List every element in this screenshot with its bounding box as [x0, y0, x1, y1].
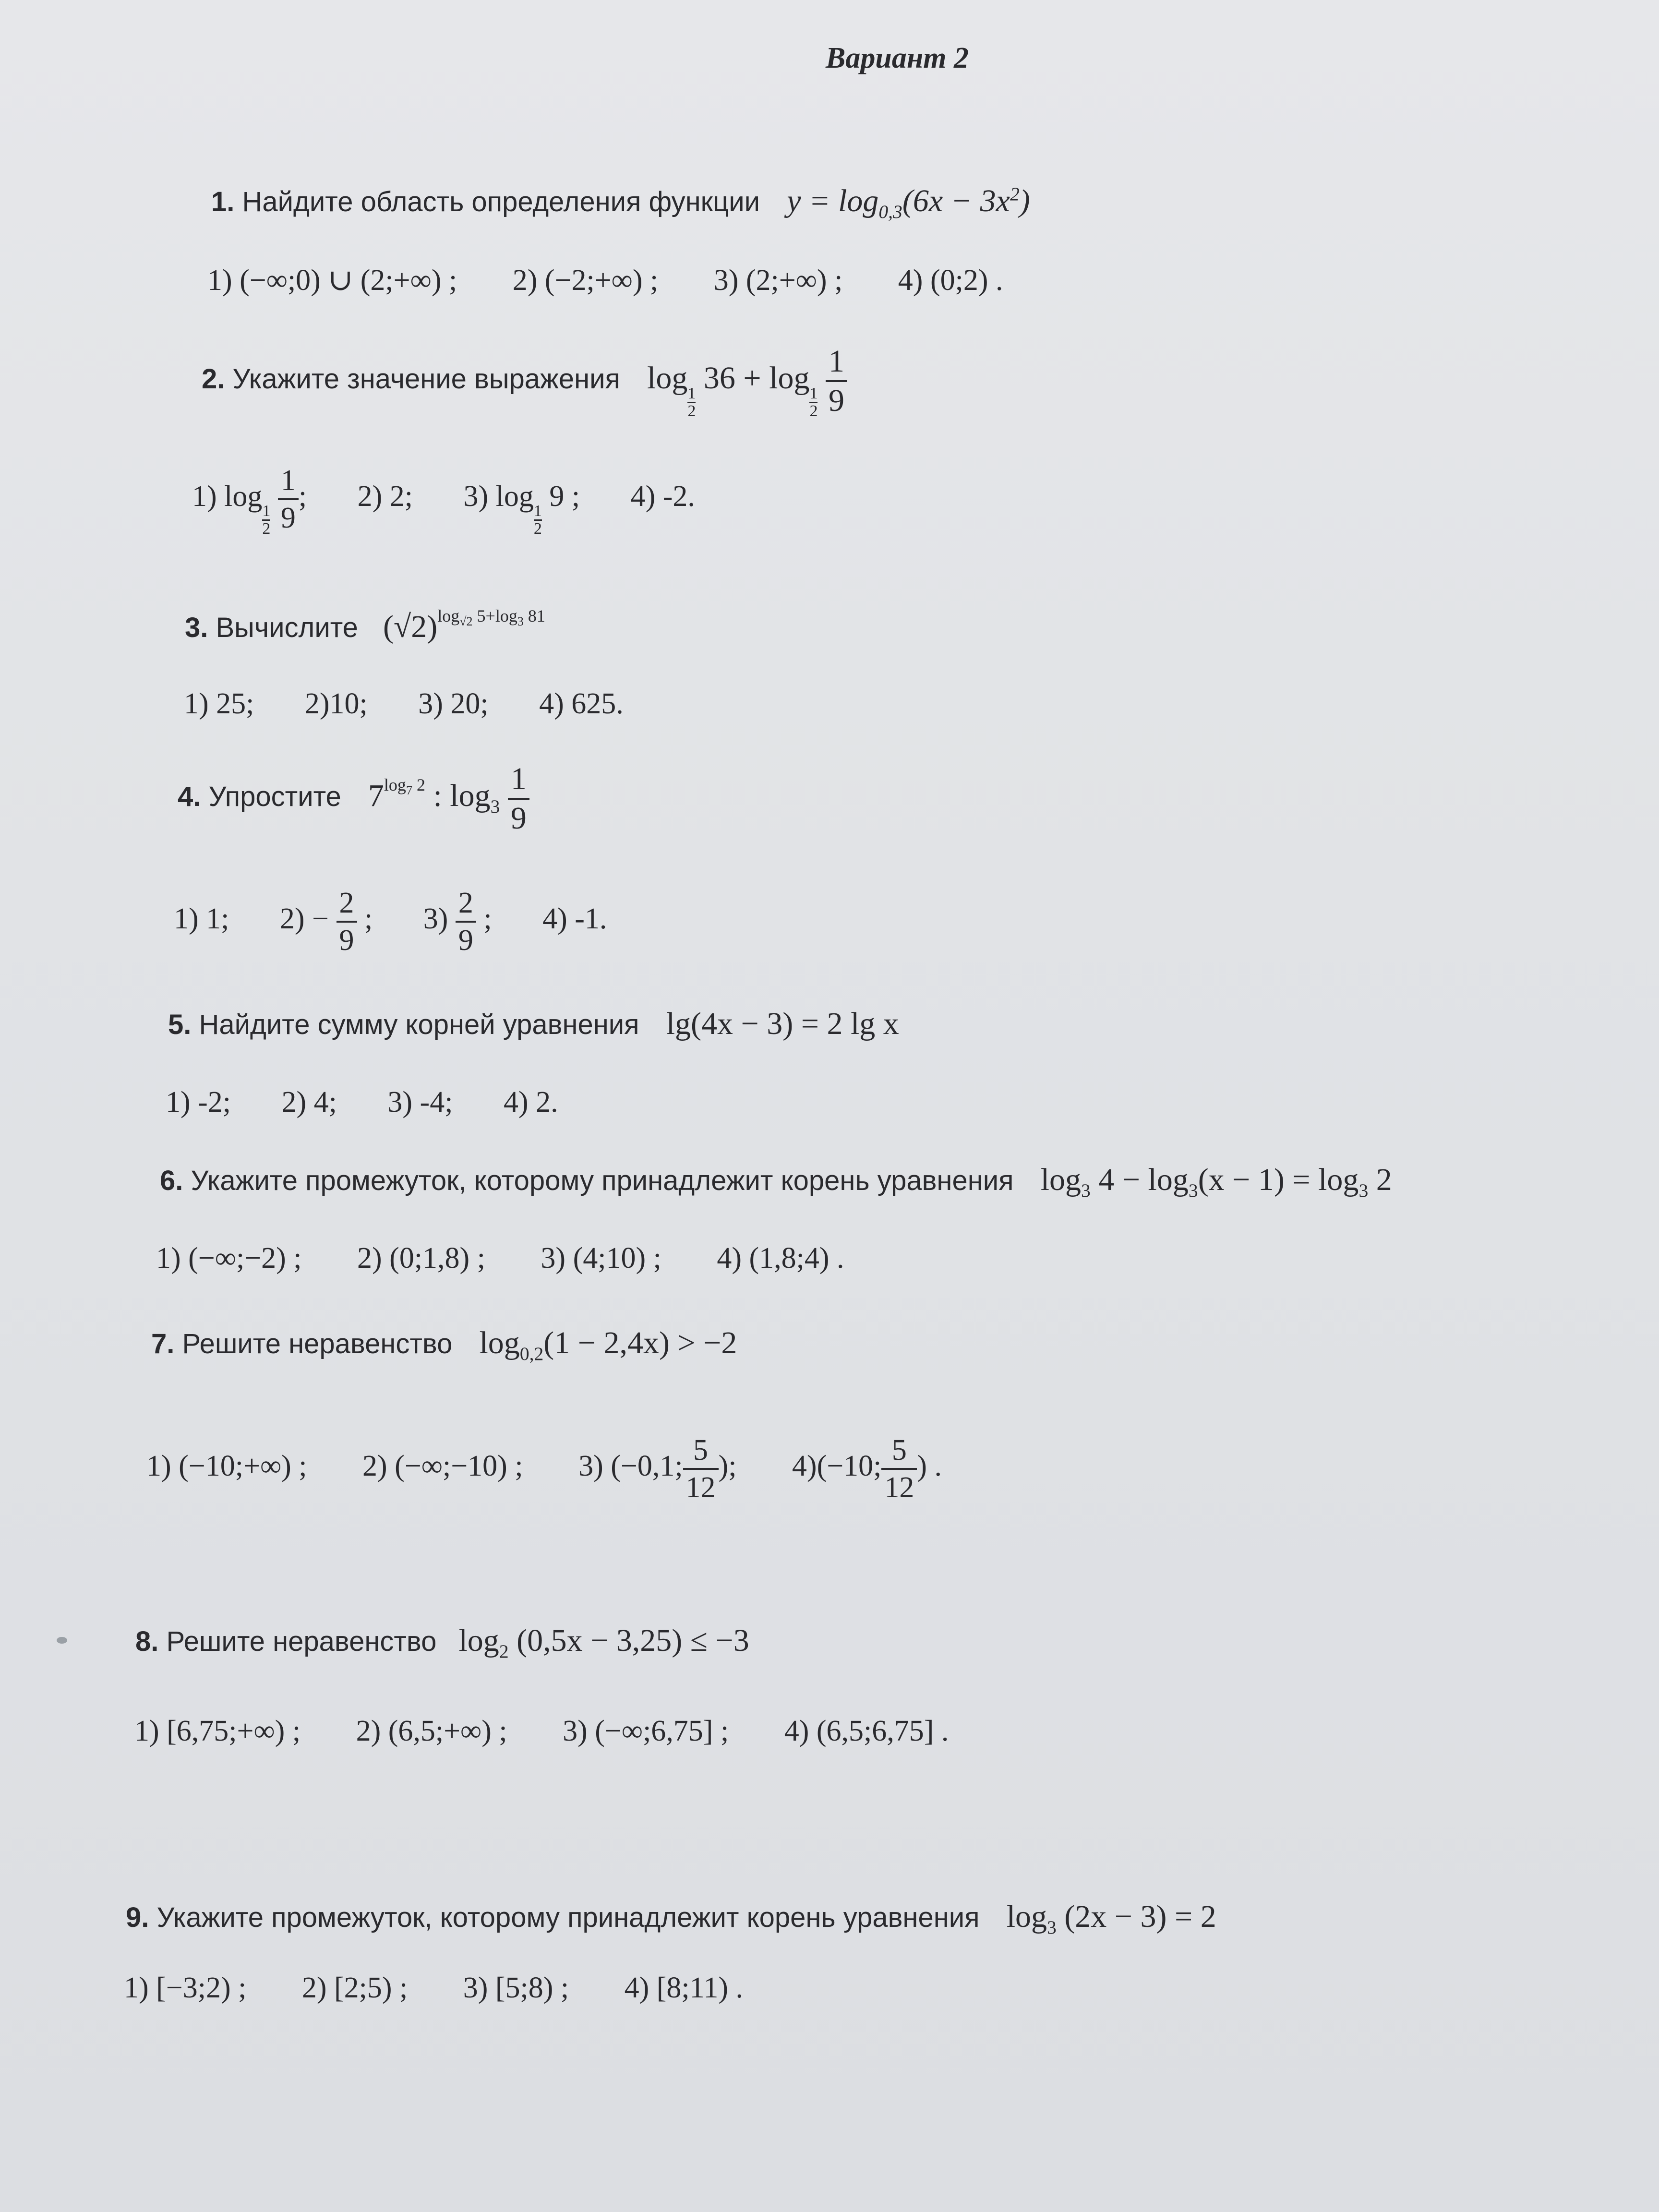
question-8-text: Решите неравенство	[166, 1626, 437, 1657]
answer-option: 1) (−10;+∞) ;	[146, 1450, 307, 1483]
question-2-text: Укажите значение выражения	[232, 363, 620, 395]
answer-option: 4) -1.	[542, 902, 607, 936]
answer-option: 4) 2.	[503, 1086, 558, 1118]
question-8-expression: $\log_2 (0,5x - 3,25) \le -3$	[458, 1623, 749, 1662]
answer-option: 1) 1;	[174, 902, 229, 936]
variant-title: Вариант 2	[826, 42, 969, 74]
answer-option: 3) (−∞;6,75] ;	[563, 1715, 729, 1747]
question-7-number: 7.	[151, 1328, 175, 1359]
answer-option: 4) -2.	[630, 480, 695, 513]
answer-option: 1) [−3;2) ;	[124, 1972, 247, 2004]
answer-option: 1) log $\frac{1}{2}$ $\frac{1}{9}$ ;	[192, 464, 307, 538]
question-3-number: 3.	[185, 612, 208, 643]
answer-option: 3) log $\frac{1}{2}$ 9 ;	[463, 480, 580, 538]
answer-option: 4) 625.	[539, 687, 624, 720]
question-9-answers	[124, 1973, 791, 2003]
answer-option: 1) -2;	[166, 1086, 231, 1118]
answer-option: 2) (0;1,8) ;	[357, 1242, 485, 1274]
question-6	[160, 1164, 1392, 1201]
question-7	[151, 1327, 737, 1364]
question-2	[202, 346, 847, 420]
answer-option: 2) (6,5;+∞) ;	[356, 1715, 507, 1747]
question-8	[135, 1625, 749, 1661]
question-9-number: 9.	[126, 1902, 149, 1933]
answer-option: 2) [2;5) ;	[301, 1972, 408, 2004]
question-7-text: Решите неравенство	[182, 1328, 453, 1359]
answer-option: 1) (−∞;0) ∪ (2;+∞) ;	[207, 264, 457, 297]
question-6-expression: $\log_3 4 - \log_3(x - 1) = \log_3 2$	[1040, 1162, 1392, 1202]
answer-option: 2)10;	[304, 687, 368, 720]
answer-option: 4) (1,8;4) .	[717, 1242, 844, 1274]
question-5-number: 5.	[168, 1009, 192, 1040]
answer-option: 4) [8;11) .	[624, 1972, 744, 2004]
question-8-answers	[134, 1716, 997, 1746]
answer-option: 1) (−∞;−2) ;	[156, 1242, 302, 1274]
question-1-number: 1.	[211, 186, 235, 217]
answer-option: 3) (2;+∞) ;	[713, 264, 843, 297]
question-8-number: 8.	[135, 1626, 159, 1657]
answer-option: 3) (4;10) ;	[541, 1242, 661, 1274]
question-3	[185, 607, 545, 643]
answer-option: 2) 2;	[357, 480, 413, 513]
paper-mark	[57, 1637, 67, 1644]
question-6-text: Укажите промежуток, которому принадлежит корень уравнения	[191, 1165, 1014, 1196]
answer-option: 3) $\frac{2}{9}$ ;	[423, 887, 492, 957]
answer-option: 3) 20;	[418, 687, 489, 720]
question-9	[126, 1901, 1216, 1937]
question-7-answers	[146, 1435, 942, 1503]
question-4-expression: $7^{log_7 2}$ : $\log_3$ $\frac{1}{9}$	[368, 778, 529, 813]
answer-option: 4)(−10; $\frac{5}{12}$ ) .	[792, 1434, 942, 1504]
question-4-answers	[174, 888, 607, 955]
question-4	[178, 763, 529, 834]
question-9-text: Укажите промежуток, которому принадлежит корень уравнения	[156, 1902, 980, 1933]
answer-option: 2) 4;	[281, 1086, 337, 1118]
question-1-answers	[207, 265, 1051, 295]
question-5-expression: lg(4x − 3) = 2 lg x	[666, 1006, 899, 1041]
question-3-text: Вычислите	[216, 612, 358, 643]
question-2-expression: log $\frac{1}{2}$ 36 + log $\frac{1}{2}$ $\frac{1}{9}$	[647, 361, 847, 396]
answer-option: 3) [5;8) ;	[463, 1972, 569, 2004]
question-2-number: 2.	[202, 363, 225, 395]
answer-option: 2) (−2;+∞) ;	[512, 264, 659, 297]
answer-option: 1) 25;	[184, 687, 254, 720]
question-3-answers	[184, 689, 672, 719]
question-5-text: Найдите сумму корней уравнения	[199, 1009, 639, 1040]
answer-option: 4) (0;2) .	[898, 264, 1003, 297]
answer-option: 2) (−∞;−10) ;	[362, 1450, 523, 1483]
question-6-answers	[156, 1243, 892, 1273]
question-5-answers	[166, 1087, 606, 1117]
question-6-number: 6.	[160, 1165, 183, 1196]
answer-option: 2) − $\frac{2}{9}$ ;	[279, 887, 373, 957]
question-3-expression: $(√2)^{log_{√2} 5+log_3 81}$	[383, 606, 545, 644]
question-5	[168, 1008, 899, 1040]
answer-option: 1) [6,75;+∞) ;	[134, 1715, 301, 1747]
answer-option: 3) (−0,1; $\frac{5}{12}$ );	[578, 1434, 737, 1504]
question-1-expression: $y = \log_{0,3}(6x - 3x^2)$	[787, 183, 1030, 223]
answer-option: 3) -4;	[387, 1086, 453, 1118]
question-7-expression: $\log_{0,2}(1 - 2,4x) > -2$	[479, 1325, 737, 1365]
question-1-text: Найдите область определения функции	[242, 186, 760, 217]
question-9-expression: $\log_3 (2x - 3) = 2$	[1006, 1899, 1216, 1938]
question-1	[211, 185, 1030, 222]
answer-option: 4) (6,5;6,75] .	[784, 1715, 949, 1747]
question-4-text: Упростите	[208, 781, 341, 813]
question-2-answers	[192, 466, 695, 537]
question-4-number: 4.	[178, 781, 201, 813]
